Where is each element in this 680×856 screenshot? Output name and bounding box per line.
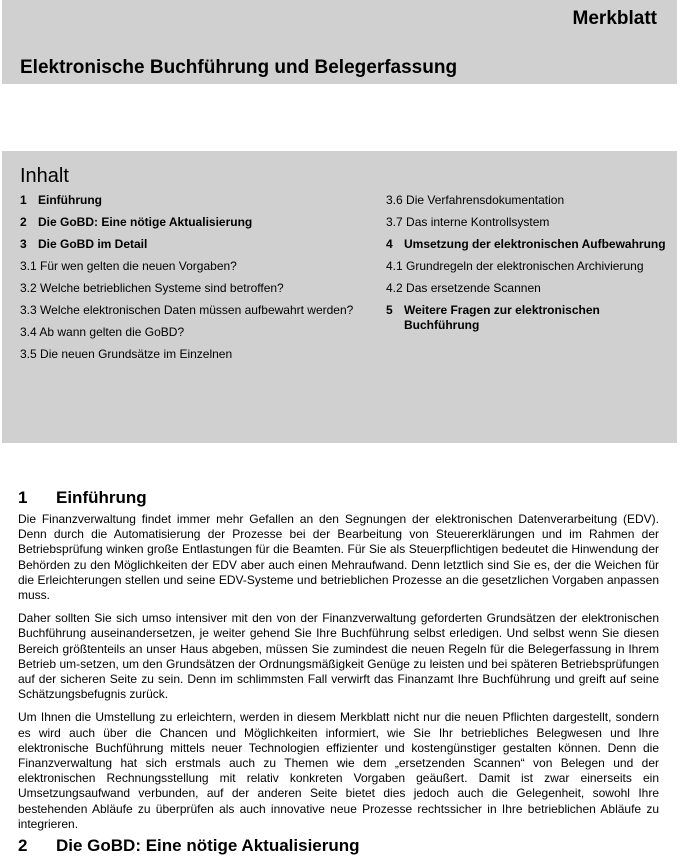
- toc-item-number: 3.5: [20, 347, 37, 361]
- toc-item-label: Einführung: [38, 193, 102, 207]
- toc-item-number: 4.2: [386, 281, 403, 295]
- toc-item-number: 3.2: [20, 281, 37, 295]
- section-number: 2: [18, 836, 28, 855]
- document-type: Merkblatt: [572, 8, 657, 29]
- toc-item-label: Die neuen Grundsätze im Einzelnen: [40, 347, 233, 361]
- toc-item[interactable]: [20, 259, 370, 274]
- toc-item[interactable]: [386, 215, 671, 230]
- toc-item[interactable]: [386, 303, 671, 333]
- toc-item-label: Die Verfahrensdokumentation: [406, 193, 565, 207]
- toc-item-label: Ab wann gelten die GoBD?: [39, 325, 185, 339]
- toc-right-column: [386, 193, 671, 340]
- toc-item-number: 5: [386, 303, 393, 317]
- toc-item-number: 1: [20, 193, 27, 207]
- toc-item-label: Welche betrieblichen Systeme sind betroffen?: [40, 281, 284, 295]
- toc-item-number: 3.1: [20, 259, 37, 273]
- toc-item[interactable]: [20, 347, 370, 362]
- toc-item[interactable]: [386, 193, 671, 208]
- toc-item[interactable]: [20, 237, 370, 252]
- toc-item-number: 4: [386, 237, 393, 251]
- toc-item-label: Die GoBD: Eine nötige Aktualisierung: [38, 215, 253, 229]
- header-band: [2, 0, 677, 84]
- section-number: 1: [18, 488, 28, 507]
- table-of-contents: [2, 151, 677, 443]
- toc-item-number: 3.3: [20, 303, 37, 317]
- toc-item-number: 3.7: [386, 215, 403, 229]
- toc-left-column: [20, 193, 370, 369]
- toc-item-label: Umsetzung der elektronischen Aufbewahrung: [404, 237, 666, 251]
- toc-item[interactable]: [20, 325, 370, 340]
- toc-item[interactable]: [20, 303, 370, 318]
- toc-item-label: Für wen gelten die neuen Vorgaben?: [40, 259, 237, 273]
- section-heading-next: [18, 836, 360, 856]
- toc-item-label: Die GoBD im Detail: [38, 237, 148, 251]
- toc-item-label: Das ersetzende Scannen: [406, 281, 541, 295]
- toc-item[interactable]: [386, 281, 671, 296]
- paragraph: Um Ihnen die Umstellung zu erleichtern, werden in diesem Merkblatt nicht nur die neuen Pflichten dargestellt, sondern es wird auch über die Chancen und Möglichkeiten informiert, wie Sie Ihr betriebliches Belegwesen und Ihre elektronische Buchführung mittels neuer Technologien effizienter und kostengünstiger gestalten können. Denn die Finanzverwaltung hat sich erstmals auch zu Themen wie dem „ersetzenden Scannen“ von Belegen und der elektronischen Rechnungsstellung mit relativ konkreten Vorgaben geäußert. Damit ist zwar einerseits ein Umsetzungsaufwand verbunden, auf der anderen Seite bietet dies jedoch auch die Gelegenheit, sowohl Ihre bestehenden Abläufe zu überprüfen als auch innovative neue Prozesse rechtssicher in Ihre betrieblichen Abläufe zu integrieren.: [18, 710, 659, 831]
- toc-item-label: Das interne Kontrollsystem: [406, 215, 550, 229]
- toc-item-label: Grundregeln der elektronischen Archivierung: [406, 259, 644, 273]
- toc-item-number: 2: [20, 215, 27, 229]
- section-introduction: [18, 488, 659, 840]
- toc-heading: Inhalt: [20, 165, 69, 187]
- toc-item[interactable]: [386, 259, 671, 274]
- toc-item-number: 3: [20, 237, 27, 251]
- section-title: Die GoBD: Eine nötige Aktualisierung: [56, 836, 360, 855]
- toc-item[interactable]: [20, 215, 370, 230]
- toc-item[interactable]: [386, 237, 671, 252]
- toc-item[interactable]: [20, 281, 370, 296]
- toc-item-number: 4.1: [386, 259, 403, 273]
- toc-item[interactable]: [20, 193, 370, 208]
- toc-item-number: 3.4: [20, 325, 37, 339]
- toc-item-label: Weitere Fragen zur elektronischen Buchführung: [404, 303, 600, 332]
- toc-item-number: 3.6: [386, 193, 403, 207]
- paragraph: Die Finanzverwaltung findet immer mehr Gefallen an den Segnungen der elektronischen Datenverarbeitung (EDV). Denn durch die Automatisierung der Prozesse bei der Bearbeitung von Steuererklärungen und im Rahmen der Betriebsprüfung winken große Entlastungen für die Beamten. Für Sie als Steuerpflichtigen bedeutet die Hinwendung der Behörden zu den Möglichkeiten der EDV aber auch einen Mehraufwand. Denn letztlich sind Sie es, der die Weichen für die Erleichterungen stellen und seine EDV-Systeme und betrieblichen Prozesse an die gesetzlichen Vorgaben anpassen muss.: [18, 512, 659, 603]
- section-title: Einführung: [56, 488, 147, 507]
- section-heading: [18, 488, 659, 508]
- toc-item-label: Welche elektronischen Daten müssen aufbewahrt werden?: [40, 303, 354, 317]
- document-title: Elektronische Buchführung und Belegerfassung: [20, 57, 458, 78]
- paragraph: Daher sollten Sie sich umso intensiver mit den von der Finanzverwaltung geforderten Grundsätzen der elektronischen Buchführung auseinandersetzen, je weiter gehend Sie Ihre Buchführung selbst erledigen. Und selbst wenn Sie diesen Bereich größtenteils an unser Haus abgeben, müssen Sie zumindest die neuen Regeln für die Belegerfassung in Ihrem Betrieb um-setzen, um den Grundsätzen der Ordnungsmäßigkeit Genüge zu leisten und bei späteren Betriebsprüfungen auf der sicheren Seite zu sein. Denn im schlimmsten Fall verwirft das Finanzamt Ihre Buchführung und greift auf seine Schätzungsbefugnis zurück.: [18, 611, 659, 702]
